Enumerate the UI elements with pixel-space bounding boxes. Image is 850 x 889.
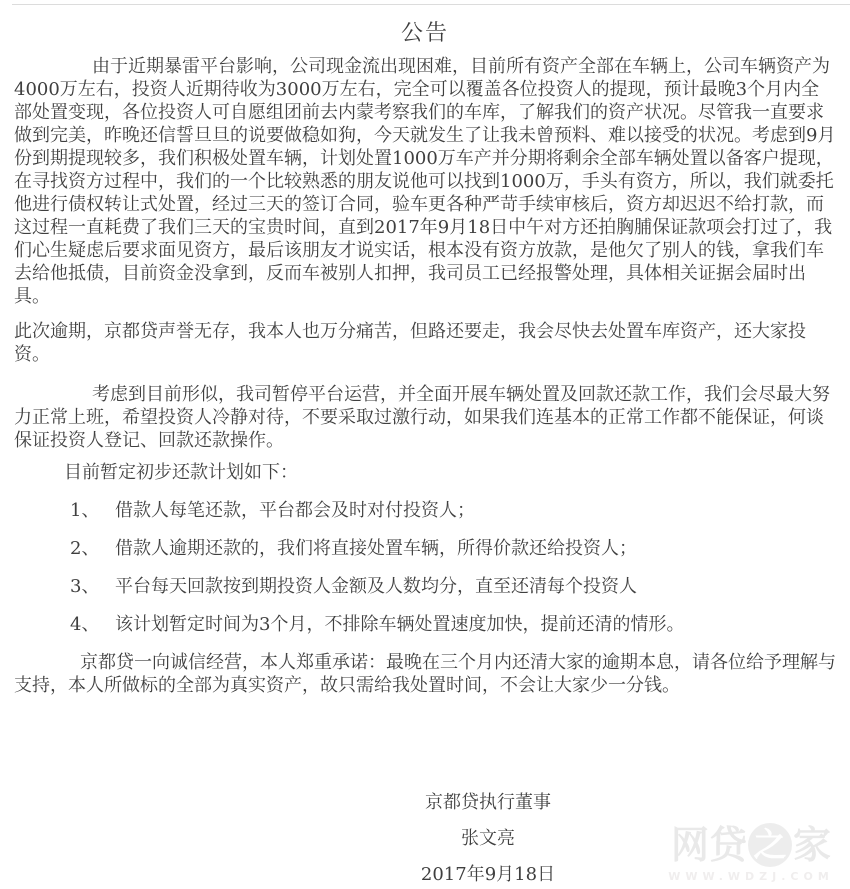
wdzj-watermark [656,822,846,883]
plan-item-1 [14,499,836,522]
paragraph-apology: 此次逾期，京都贷声誉无存，我本人也万分痛苦，但路还要走，我会尽快去处置车库资产，还大家投资。 [14,321,806,365]
paragraph-operations: 考虑到目前形似，我司暂停平台运营，并全面开展车辆处置及回款还款工作，我们会尽最大努力正常上班，希望投资人冷静对待，不要采取过激行动，如果我们连基本的正常工作都不能保证，何谈保证投资人登记、回款还款操作。 [14,384,830,451]
announcement-body [0,55,850,886]
plan-item-2-number: 2、 [70,538,100,559]
plan-item-1-number: 1、 [70,500,100,521]
page-title: 公告 [400,21,449,46]
signature-date: 2017年9月18日 [420,864,556,885]
signature-name: 张文亮 [461,828,515,849]
plan-item-4-number: 4、 [70,614,100,635]
signature-role: 京都贷执行董事 [425,792,551,813]
plan-item-2 [14,537,836,560]
wdzj-logo-circle-icon: 之 [748,823,792,867]
paragraph-promise: 京都贷一向诚信经营，本人郑重承诺：最晚在三个月内还清大家的逾期本息，请各位给予理解与支持，本人所做标的全部为真实资产，故只需给我处置时间，不会让大家少一分钱。 [14,652,836,696]
repayment-plan-intro: 目前暂定初步还款计划如下： [64,462,298,483]
plan-item-3-number: 3、 [70,576,100,597]
plan-item-3-text: 平台每天回款按到期投资人金额及人数均分，直至还清每个投资人 [115,576,637,597]
paragraph-situation: 由于近期暴雷平台影响，公司现金流出现困难，目前所有资产全部在车辆上，公司车辆资产为4000万左右，投资人近期待收为3000万左右，完全可以覆盖各位投资人的提现，预计最晚3个月内全部处置变现，各位投资人可自愿组团前去内蒙考察我们的车库，了解我们的资产状况。尽管我一直要求做到完美，昨晚还信誓旦旦的说要做稳如狗，今天就发生了让我未曾预料、难以接受的状况。考虑到9月份到期提现较多，我们积极处置车辆，计划处置1000万车产并分期将剩余全部车辆处置以备客户提现，在寻找资方过程中，我们的一个比较熟悉的朋友说他可以找到1000万，手头有资方，所以，我们就委托他进行债权转让式处置，经过三天的签订合同，验车更各种严苛手续审核后，资方却迟迟不给打款，而这过程一直耗费了我们三天的宝贵时间，直到2017年9月18日中午对方还拍胸脯保证款项会打过了，我们心生疑虑后要求面见资方，最后该朋友才说实话，根本没有资方放款，是他欠了别人的钱，拿我们车去给他抵债，目前资金没拿到，反而车被别人扣押，我司员工已经报警处理，具体相关证据会届时出具。 [14,56,836,307]
top-divider [12,4,850,5]
plan-item-1-text: 借款人每笔还款，平台都会及时对付投资人； [115,500,475,521]
wdzj-logo [656,822,846,868]
wdzj-url: WWW.WDZJ.COM [668,870,834,883]
wdzj-logo-prefix: 网贷 [670,823,747,867]
plan-item-2-text: 借款人逾期还款的，我们将直接处置车辆，所得价款还给投资人； [115,538,637,559]
plan-item-4 [14,613,836,636]
plan-item-3 [14,575,836,598]
plan-item-4-text: 该计划暂定时间为3个月，不排除车辆处置速度加快，提前还清的情形。 [115,614,685,635]
wdzj-logo-suffix: 家 [793,823,832,867]
